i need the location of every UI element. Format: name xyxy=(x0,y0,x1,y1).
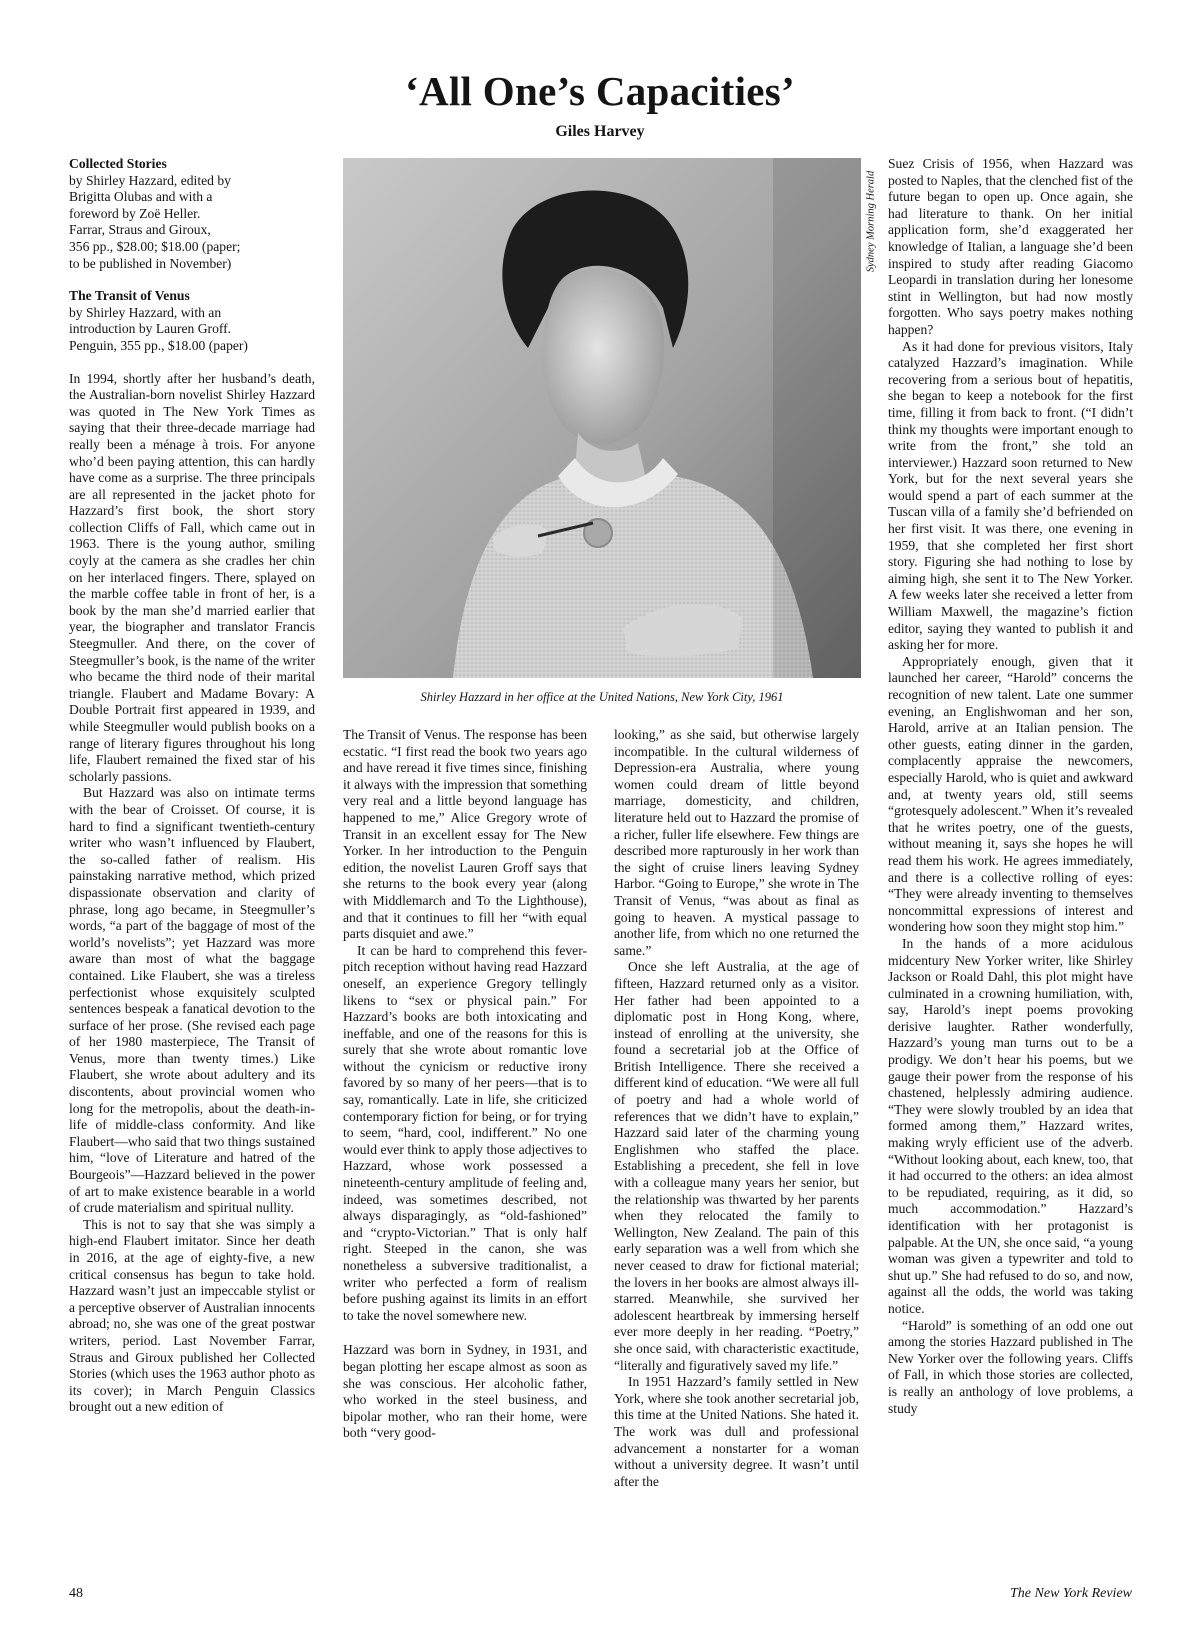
paragraph: This is not to say that she was simply a high-end Flaubert imitator. Since her death in 2016, at the age of eighty-five, a new critical consensus has begun to take hold. Hazzard wasn’t just an impeccable stylist or a perceptive observer of Australian innocents abroad; no, she was one of the great postwar writers, period. Last November Farrar, Straus and Giroux published her Collected Stories (which uses the 1963 author photo as its cover); in March Penguin Classics brought out a new edition of xyxy=(69,1216,315,1415)
paragraph: Once she left Australia, at the age of fifteen, Hazzard returned only as a visitor. Her father had been appointed to a diplomatic post in Hong Kong, where, instead of enrolling at the university, she found a secretarial job at the Office of British Intelligence. There she received a different kind of education. “We were all full of poetry and had a whole world of references that we didn’t have to explain,” Hazzard said later of the charming young Englishmen who staffed the place. Establishing a precedent, she fell in love with a colleague many years her senior, but the relationship was thwarted by her parents when they relocated the family to Wellington, New Zealand. The pain of this early separation was a well from which she never ceased to draw for fictional material; the lovers in her books are almost always ill-starred. Meanwhile, she survived her adolescent heartbreak by immersing herself ever more deeply in her reading. “Poetry,” she once said, with characteristic exactitude, “literally and figuratively saved my life.” xyxy=(614,959,859,1373)
paragraph: The Transit of Venus. The response has been ecstatic. “I first read the book two years ago and have reread it five times since, finishing it always with the impression that something very real and a little beyond language has happened to me,” Alice Gregory wrote of Transit in an excellent essay for The New Yorker. In her introduction to the Penguin edition, the novelist Lauren Groff says that she returns to the book every year (along with Middlemarch and To the Lighthouse), and that it continues to fill her “with equal parts disquiet and awe.” xyxy=(343,727,587,942)
paragraph: “Harold” is something of an odd one out among the stories Hazzard published in The New Yorker over the following years. Cliffs of Fall, in which those stories are collected, is really an anthology of love problems, a study xyxy=(888,1317,1133,1416)
article-title: ‘All One’s Capacities’ xyxy=(405,68,795,114)
author-byline: Giles Harvey xyxy=(555,123,645,140)
book-detail-line: by Shirley Hazzard, edited by xyxy=(69,172,231,188)
paragraph: In 1951 Hazzard’s family settled in New York, where she took another secretarial job, this time at the United Nations. She hated it. The work was dull and professional advancement a nonstarter for a woman without a university degree. It wasn’t until after the xyxy=(614,1374,859,1489)
photo-credit xyxy=(864,158,876,288)
paragraph: Appropriately enough, given that it launched her career, “Harold” concerns the recognition of new talent. Late one summer evening, an Englishwoman and her son, Harold, arrive at an Italian pension. The other guests, eating dinner in the garden, complacently appraise the newcomers, especially Harold, who is quiet and awkward and, at twenty years old, still seems “grotesquely adolescent.” When it’s revealed that he writes poetry, one of the guests, without meaning it, says she hopes he will read them his work. He agrees immediately, and there is a collective rolling of eyes: “They were already inventing to themselves noncommittal expressions of interest and wondering how soon they might stop him.” xyxy=(888,653,1133,935)
paragraph: In the hands of a more acidulous midcentury New Yorker writer, like Shirley Jackson or Roald Dahl, this plot might have culminated in a crowning humiliation, with, say, Harold’s inept poems provoking derisive laughter. Rather wonderfully, Hazzard’s young man turns out to be a prodigy. We don’t hear his poems, but we gauge their power from the response of his chastened, helplessly admiring audience. “They were slowly troubled by an idea that formed among them,” Hazzard writes, making wryly efficient use of the adverb. “Without looking about, each knew, too, that it had occurred to the others: an idea almost to be repudiated, requiring, as it did, so much accommodation.” Hazzard’s identification with her protagonist is palpable. At the UN, she once said, “a young woman was given a typewriter and told to shut up.” She had refused to do so, and now, against all the odds, the world was taking notice. xyxy=(888,935,1133,1316)
paragraph: looking,” as she said, but otherwise largely incompatible. In the cultural wilderness of Depression-era Australia, where young women could dream of little beyond marriage, domesticity, and children, literature held out to Hazzard the promise of a richer, fuller life elsewhere. Few things are described more rapturously in her work than the sight of cruise liners leaving Sydney Harbor. “Going to Europe,” she wrote in The Transit of Venus, “was about as final as going to heaven. A mystical passage to another life, from which no one returned the same.” xyxy=(614,727,859,958)
book-info-1 xyxy=(69,156,315,272)
column-2 xyxy=(343,727,587,1442)
publication-name: The New York Review xyxy=(1010,1586,1132,1601)
book-title: The Transit of Venus xyxy=(69,288,190,304)
portrait-illustration xyxy=(343,158,861,678)
column-3 xyxy=(614,727,859,1490)
book-detail-line: Brigitta Olubas and with a xyxy=(69,189,213,205)
page-number: 48 xyxy=(69,1586,83,1601)
column-1 xyxy=(69,156,315,1416)
book-detail-line: Farrar, Straus and Giroux, xyxy=(69,222,211,238)
column-4 xyxy=(888,156,1133,1417)
book-title: Collected Stories xyxy=(69,156,167,171)
book-detail-line: foreword by Zoë Heller. xyxy=(69,205,201,221)
photo-caption: Shirley Hazzard in her office at the United Nations, New York City, 1961 xyxy=(420,690,784,704)
book-detail-line: Penguin, 355 pp., $18.00 (paper) xyxy=(69,337,248,353)
book-detail-line: by Shirley Hazzard, with an xyxy=(69,304,222,320)
author-photo xyxy=(343,158,861,678)
paragraph: As it had done for previous visitors, Italy catalyzed Hazzard’s imagination. While recovering from a serious bout of hepatitis, she began to keep a notebook for the first time, filling it from back to front. (“I didn’t think my thoughts were important enough to write from the front,” she told an interviewer.) Hazzard soon returned to New York, but for the next several years she would spend a part of each summer at the Tuscan villa of a family she’d befriended on her first visit. It was there, one evening in 1959, that she completed her first short story. Figuring she had nothing to lose by aiming high, she sent it to The New Yorker. A few weeks later she received a letter from William Maxwell, the magazine’s fiction editor, saying they wanted to publish it and asking her for more. xyxy=(888,338,1133,653)
paragraph: It can be hard to comprehend this fever-pitch reception without having read Hazzard oneself, an experience Gregory tellingly likens to “sex or physical pain.” For Hazzard’s books are both intoxicating and ineffable, and one of the reasons for this is surely that she wrote about romantic love without the cynicism or reductive irony favored by so many of her peers—that is to say, romantically. Late in life, she criticized contemporary fiction for being, or for trying to seem, “hard, cool, indifferent.” No one would ever think to apply those adjectives to Hazzard, whose work possessed a nineteenth-century amplitude of feeling and, indeed, was sometimes described, not always disparagingly, as “old-fashioned” and “crypto-Victorian.” That is only half right. Steeped in the canon, she was nonetheless a subversive traditionalist, a writer who perfected a form of realism before pushing against its limits in an effort to take the novel somewhere new. xyxy=(343,942,587,1323)
book-detail-line: to be published in November) xyxy=(69,255,232,271)
paragraph: In 1994, shortly after her husband’s death, the Australian-born novelist Shirley Hazzard was quoted in The New York Times as saying that their three-decade marriage had really been a ménage à trois. For anyone who’d been paying attention, this can hardly have come as a surprise. The three principals are all represented in the jacket photo for Hazzard’s first book, the short story collection Cliffs of Fall, which came out in 1963. There is the young author, smiling coyly at the camera as she cradles her chin on her interlaced fingers. There, splayed on the marble coffee table in front of her, is a book by the man she’d married earlier that year, the biographer and translator Francis Steegmuller. And there, on the cover of Steegmuller’s book, is the name of the writer who became the third node of their marital triangle. Flaubert and Madame Bovary: A Double Portrait first appeared in 1939, and while Steegmuller would publish books on a range of literary figures throughout his long life, Flaubert remained the fixed star of his scholarly passions. xyxy=(69,370,315,784)
book-detail-line: introduction by Lauren Groff. xyxy=(69,321,232,337)
paragraph: But Hazzard was also on intimate terms with the bear of Croisset. Of course, it is hard to find a significant twentieth-century writer who wasn’t influenced by Flaubert, the so-called father of realism. His painstaking narrative method, which prized dispassionate observation and clarity of phrase, long ago became, in Steegmuller’s words, “a part of the baggage of most of the world’s novelists”; yet Hazzard was more aware than most of what the baggage contained. Like Flaubert, she was a tireless perfectionist whose exquisitely sculpted sentences bespeak a fanatical devotion to the surface of her prose. (She revised each page of her 1980 masterpiece, The Transit of Venus, more than twenty times.) Like Flaubert, she wrote about adultery and its discontents, about provincial women who long for the metropolis, about the death-in-life of middle-class conformity. And like Flaubert—who said that two things sustained him, “love of Literature and hatred of the Bourgeois”—Hazzard believed in the power of art to make existence bearable in a world of crude materialism and spiritual nullity. xyxy=(69,785,315,1216)
photo-credit-text: Sydney Morning Herald xyxy=(865,170,877,273)
book-info-2 xyxy=(69,288,315,354)
section-opening-paragraph: Hazzard was born in Sydney, in 1931, and began plotting her escape almost as soon as she was conscious. Her alcoholic father, who worked in the steel business, and bipolar mother, who ran their home, were both “very good- xyxy=(343,1342,587,1441)
paragraph: Suez Crisis of 1956, when Hazzard was posted to Naples, that the clenched fist of the future began to open up. Once again, she had literature to thank. On her initial application form, she’d exaggerated her knowledge of Italian, a language she’d been inspired to study after reading Giacomo Leopardi in translation during her lonesome stint in Wellington, but had now mostly forgotten. Who says poetry makes nothing happen? xyxy=(888,156,1133,337)
book-detail-line: 356 pp., $28.00; $18.00 (paper; xyxy=(69,238,241,254)
